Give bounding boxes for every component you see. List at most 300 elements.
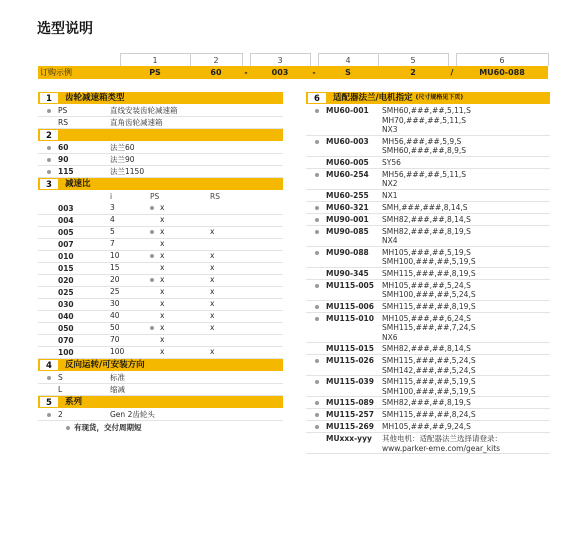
dot-cell: [306, 157, 326, 168]
motor-spec: NX6: [382, 332, 398, 342]
ratio-code: 030: [58, 300, 74, 309]
ratio-rs-mark: x: [210, 263, 215, 272]
stock-dot-icon: [315, 413, 319, 417]
dot-cell: [306, 247, 326, 258]
stock-dot-icon: [315, 359, 319, 363]
motor-spec: MH105,###,##,5,19,S: [382, 247, 471, 257]
table-row: [38, 215, 283, 227]
order-num-3: 3: [250, 54, 310, 67]
stock-dot-icon: [315, 218, 319, 222]
section-title: 反向运转/可安装方向: [65, 360, 145, 370]
order-code: 003: [250, 66, 310, 79]
order-label: 订购示例: [38, 66, 120, 79]
dot-cell: [306, 214, 326, 225]
dot-cell: [38, 203, 58, 214]
ratio-ps-cell: [150, 287, 210, 297]
motor-spec: SMH82,###,##,8,14,S: [382, 344, 471, 353]
dot-cell: [306, 421, 326, 432]
order-code: PS: [120, 66, 190, 79]
table-row: [306, 409, 550, 421]
stock-footnote-text: 有现货，交付周期短: [74, 423, 142, 432]
ratio-header-i: i: [110, 192, 113, 201]
motor-spec: 其他电机：适配器法兰选择请登录：: [382, 434, 502, 443]
motor-spec: SMH82,###,##,8,19,S: [382, 226, 471, 236]
ratio-ps-cell: [150, 275, 210, 285]
ratio-header-row: [38, 191, 283, 203]
table-row: [38, 263, 283, 275]
stock-dot-icon: [315, 230, 319, 234]
motor-spec: NX2: [382, 179, 398, 188]
table-row: [38, 323, 283, 335]
section-title: 系列: [65, 397, 83, 407]
list-item: [38, 142, 283, 154]
motor-spec: NX4: [382, 236, 398, 245]
adapter-code: MU115-039: [326, 377, 374, 386]
list-item: [38, 166, 283, 178]
stock-dot-icon: [47, 170, 51, 174]
ratio-rs-mark: x: [210, 251, 215, 260]
table-row: [38, 239, 283, 251]
ratio-code: 020: [58, 276, 74, 285]
adapter-code: MU90-345: [326, 268, 369, 278]
ratio-code: 070: [58, 336, 74, 345]
dot-cell: [38, 105, 58, 116]
dot-cell: [306, 226, 326, 237]
dot-cell: [306, 136, 326, 147]
adapter-code: MU115-015: [326, 344, 374, 353]
option-desc: 直线安装齿轮减速箱: [110, 106, 178, 115]
ratio-ps-mark: x: [160, 275, 165, 284]
motor-list: [382, 343, 550, 354]
order-code: S: [318, 66, 378, 79]
stock-dot-icon: [315, 284, 319, 288]
motor-list: [382, 214, 550, 225]
motor-list: [382, 397, 550, 408]
adapter-code: MU115-010: [326, 313, 374, 323]
ratio-code: 050: [58, 324, 74, 333]
table-row: [38, 299, 283, 311]
option-code: RS: [58, 118, 68, 127]
ratio-rs-mark: x: [210, 287, 215, 296]
ratio-code: 005: [58, 228, 74, 237]
section-1-rows: [38, 105, 283, 129]
section-4-rows: [38, 372, 283, 396]
motor-list: [382, 202, 550, 213]
right-column: [306, 92, 550, 454]
table-row: [38, 311, 283, 323]
motor-spec: SMH115,###,##,7,24,S: [382, 323, 476, 332]
dot-cell: [38, 166, 58, 177]
order-sep: -: [242, 66, 250, 79]
table-row: [306, 268, 550, 280]
order-code: 60: [190, 66, 242, 79]
motor-spec: NX1: [382, 190, 398, 200]
stock-footnote: [38, 423, 283, 433]
list-item: [38, 154, 283, 166]
dot-cell: [38, 372, 58, 383]
dot-cell: [306, 169, 326, 180]
table-row: [38, 335, 283, 347]
order-num-6: 6: [456, 54, 548, 67]
section-header-4: [38, 359, 283, 371]
order-example-table: [38, 53, 549, 79]
order-code: MU60-088: [456, 66, 548, 79]
dot-cell: [306, 313, 326, 324]
stock-dot-icon: [315, 109, 319, 113]
adapter-code: MU60-255: [326, 190, 369, 200]
dot-cell: [38, 287, 58, 298]
dot-cell: [38, 142, 58, 153]
ratio-value: 15: [110, 263, 120, 272]
table-row: [306, 301, 550, 313]
ratio-value: 7: [110, 239, 115, 248]
table-row: [306, 280, 550, 301]
ratio-code: 003: [58, 204, 74, 213]
motor-list: [382, 433, 550, 453]
motor-spec: SMH60,###,##,5,11,S: [382, 106, 471, 115]
ratio-ps-cell: [150, 263, 210, 273]
left-column: [38, 92, 283, 433]
table-row: [306, 421, 550, 433]
page-title: 选型说明: [37, 21, 93, 37]
section-title: 减速比: [65, 179, 91, 189]
order-num-2: 2: [190, 54, 242, 67]
ratio-header-rs: RS: [210, 192, 220, 201]
stock-dot-icon: [47, 146, 51, 150]
section-header-3: [38, 178, 283, 190]
section-5-rows: [38, 409, 283, 421]
table-row: [306, 190, 550, 202]
adapter-code: MU115-026: [326, 356, 374, 365]
ratio-ps-mark: x: [160, 203, 165, 212]
motor-list: [382, 313, 550, 343]
motor-spec: MH105,###,##,6,24,S: [382, 313, 471, 323]
section-header-2: [38, 129, 283, 141]
option-code: 2: [58, 410, 63, 419]
ratio-ps-cell: [150, 203, 210, 213]
dot-cell: [306, 409, 326, 420]
dot-cell: [38, 335, 58, 346]
motor-spec: SMH115,###,##,8,24,S: [382, 410, 476, 419]
ratio-rs-mark: x: [210, 323, 215, 332]
motor-spec: SMH115,###,##,5,19,S: [382, 377, 476, 386]
table-row: [306, 202, 550, 214]
section-number: 3: [39, 178, 59, 190]
adapter-code: MU115-089: [326, 398, 374, 407]
option-code: PS: [58, 106, 68, 115]
motor-list: [382, 409, 550, 420]
ratio-rs-mark: x: [210, 227, 215, 236]
ratio-rs-mark: x: [210, 347, 215, 356]
adapter-code: MU60-001: [326, 106, 369, 115]
dot-cell: [38, 251, 58, 262]
motor-list: [382, 268, 550, 279]
section-title: 适配器法兰/电机指定: [333, 93, 413, 103]
dot-cell: [38, 384, 58, 395]
motor-spec: NX3: [382, 125, 398, 134]
dot-cell: [306, 301, 326, 312]
adapter-code: MU60-005: [326, 157, 369, 167]
section-header-5: [38, 396, 283, 408]
ratio-code: 007: [58, 240, 74, 249]
motor-spec: SMH100,###,##,5,24,S: [382, 290, 476, 299]
section-number: 6: [307, 92, 327, 104]
option-code: S: [58, 373, 63, 382]
order-sep: /: [448, 66, 456, 79]
ratio-value: 4: [110, 215, 115, 224]
list-item: [38, 117, 283, 129]
ratio-value: 100: [110, 347, 125, 356]
dot-cell: [38, 239, 58, 250]
ratio-ps-cell: [150, 335, 210, 345]
ratio-ps-cell: [150, 227, 210, 237]
section-3-rows: [38, 203, 283, 359]
motor-spec: MH105,###,##,9,24,S: [382, 422, 471, 431]
table-row: [306, 376, 550, 397]
table-row: [38, 203, 283, 215]
motor-spec: SMH100,###,##,5,19,S: [382, 257, 476, 266]
ratio-code: 004: [58, 216, 74, 225]
table-row: [306, 169, 550, 190]
order-num-1: 1: [120, 54, 190, 67]
ratio-ps-cell: [150, 215, 210, 225]
option-code: L: [58, 385, 63, 394]
ratio-ps-mark: x: [160, 215, 165, 224]
table-row: [306, 105, 550, 136]
motor-list: [382, 280, 550, 300]
adapter-code: MU115-005: [326, 280, 374, 290]
stock-dot-icon: [315, 401, 319, 405]
adapter-code: MU90-001: [326, 214, 369, 224]
motor-list: [382, 421, 550, 432]
table-row: [38, 227, 283, 239]
stock-dot-icon: [315, 305, 319, 309]
table-row: [306, 433, 550, 454]
motor-spec: SMH100,###,##,5,19,S: [382, 386, 476, 396]
order-code: 2: [378, 66, 448, 79]
ratio-value: 3: [110, 203, 115, 212]
ratio-value: 10: [110, 251, 120, 260]
table-row: [306, 136, 550, 157]
adapter-code: MU115-269: [326, 422, 374, 431]
option-desc: 标准: [110, 373, 125, 382]
ratio-value: 30: [110, 299, 120, 308]
ratio-ps-mark: x: [160, 335, 165, 344]
ratio-ps-mark: x: [160, 347, 165, 356]
ratio-ps-cell: [150, 347, 210, 357]
table-row: [306, 214, 550, 226]
dot-cell: [38, 227, 58, 238]
stock-dot-icon: [47, 158, 51, 162]
motor-spec: MH56,###,##,5,11,S: [382, 169, 467, 179]
dot-cell: [306, 268, 326, 279]
adapter-code: MU90-088: [326, 247, 369, 257]
dot-cell: [306, 190, 326, 201]
stock-dot-icon: [150, 326, 154, 330]
ratio-code: 010: [58, 252, 74, 261]
motor-list: [382, 157, 550, 168]
motor-spec: SMH82,###,##,8,14,S: [382, 214, 471, 224]
list-item: [38, 105, 283, 117]
section-number: 5: [39, 396, 59, 408]
ratio-ps-cell: [150, 323, 210, 333]
stock-dot-icon: [47, 109, 51, 113]
dot-cell: [306, 355, 326, 366]
ratio-rs-mark: x: [210, 311, 215, 320]
list-item: [38, 384, 283, 396]
option-code: 115: [58, 167, 74, 176]
stock-dot-icon: [315, 206, 319, 210]
list-item: [38, 372, 283, 384]
motor-spec: MH70,###,##,5,11,S: [382, 115, 467, 125]
table-row: [306, 355, 550, 376]
motor-spec: SMH115,###,##,5,24,S: [382, 356, 476, 365]
dot-cell: [38, 275, 58, 286]
option-desc: 缩减: [110, 385, 125, 394]
stock-dot-icon: [150, 206, 154, 210]
ratio-ps-cell: [150, 299, 210, 309]
dot-cell: [38, 347, 58, 358]
order-sep: -: [310, 66, 318, 79]
ratio-value: 5: [110, 227, 115, 236]
motor-spec: SMH115,###,##,8,19,S: [382, 268, 476, 278]
order-num-5: 5: [378, 54, 448, 67]
motor-spec: SMH82,###,##,8,19,S: [382, 398, 471, 407]
ratio-value: 40: [110, 311, 120, 320]
stock-dot-icon: [150, 278, 154, 282]
adapter-code: MUxxx-yyy: [326, 434, 372, 443]
adapter-code: MU115-006: [326, 301, 374, 311]
option-code: 60: [58, 143, 69, 152]
section-title: 齿轮减速箱类型: [65, 93, 125, 103]
order-num-4: 4: [318, 54, 378, 67]
motor-spec: SMH115,###,##,8,19,S: [382, 301, 476, 311]
motor-spec: SMH,###,###,8,14,S: [382, 202, 468, 212]
ratio-ps-mark: x: [160, 239, 165, 248]
section-header-1: [38, 92, 283, 104]
option-desc: 法兰1150: [110, 167, 145, 176]
ratio-value: 25: [110, 287, 120, 296]
motor-list: [382, 247, 550, 267]
ratio-ps-mark: x: [160, 323, 165, 332]
option-desc: 直角齿轮减速箱: [110, 118, 163, 127]
dot-cell: [38, 323, 58, 334]
table-row: [38, 347, 283, 359]
table-row: [38, 287, 283, 299]
dot-cell: [306, 280, 326, 291]
stock-dot-icon: [315, 251, 319, 255]
table-row: [306, 343, 550, 355]
ratio-value: 50: [110, 323, 120, 332]
motor-list: [382, 301, 550, 312]
option-desc: 法兰60: [110, 143, 135, 152]
option-desc: 法兰90: [110, 155, 135, 164]
dot-cell: [38, 409, 58, 420]
ratio-ps-mark: x: [160, 227, 165, 236]
motor-list: [382, 355, 550, 375]
adapter-code: MU115-257: [326, 410, 374, 419]
motor-list: [382, 136, 550, 156]
ratio-header-ps: PS: [150, 192, 160, 201]
adapter-code: MU60-003: [326, 136, 369, 146]
motor-list: [382, 169, 550, 189]
ratio-ps-cell: [150, 311, 210, 321]
adapter-code: MU90-085: [326, 226, 369, 236]
motor-spec: SY56: [382, 157, 401, 167]
table-row: [306, 397, 550, 409]
motor-spec: MH56,###,##,5,9,S: [382, 136, 462, 146]
dot-cell: [38, 263, 58, 274]
section-header-6: [306, 92, 550, 104]
motor-spec: SMH142,###,##,5,24,S: [382, 365, 476, 375]
stock-dot-icon: [315, 425, 319, 429]
motor-spec: SMH60,###,##,8,9,S: [382, 146, 467, 155]
stock-dot-icon: [315, 380, 319, 384]
ratio-code: 015: [58, 264, 74, 273]
ratio-ps-cell: [150, 251, 210, 261]
stock-dot-icon: [150, 254, 154, 258]
dot-cell: [306, 202, 326, 213]
ratio-ps-mark: x: [160, 251, 165, 260]
option-code: 90: [58, 155, 69, 164]
motor-list: [382, 105, 550, 135]
ratio-value: 20: [110, 275, 120, 284]
ratio-rs-mark: x: [210, 299, 215, 308]
stock-dot-icon: [150, 230, 154, 234]
stock-dot-icon: [315, 140, 319, 144]
dot-cell: [38, 215, 58, 226]
ratio-ps-mark: x: [160, 263, 165, 272]
dot-cell: [306, 343, 326, 354]
dot-cell: [38, 117, 58, 128]
adapter-code: MU60-321: [326, 202, 369, 212]
ratio-ps-mark: x: [160, 311, 165, 320]
dot-cell: [306, 397, 326, 408]
ratio-code: 040: [58, 312, 74, 321]
motor-spec: www.parker-eme.com/gear_kits: [382, 443, 501, 453]
adapter-code: MU60-254: [326, 169, 369, 179]
stock-dot-icon: [315, 173, 319, 177]
stock-dot-icon: [47, 413, 51, 417]
dot-cell: [38, 299, 58, 310]
section-subtitle: (尺寸规格见下页): [415, 94, 464, 101]
table-row: [306, 157, 550, 169]
ratio-ps-mark: x: [160, 287, 165, 296]
ratio-rs-mark: x: [210, 275, 215, 284]
table-row: [306, 226, 550, 247]
ratio-ps-mark: x: [160, 299, 165, 308]
section-number: 1: [39, 92, 59, 104]
motor-spec: MH105,###,##,5,24,S: [382, 280, 471, 290]
section-number: 4: [39, 359, 59, 371]
table-row: [38, 251, 283, 263]
ratio-code: 100: [58, 348, 74, 357]
ratio-ps-cell: [150, 239, 210, 249]
section-2-rows: [38, 142, 283, 178]
option-desc: Gen 2齿轮头: [110, 410, 155, 419]
table-row: [306, 247, 550, 268]
motor-list: [382, 190, 550, 201]
motor-list: [382, 226, 550, 246]
stock-dot-icon: [66, 426, 70, 430]
stock-dot-icon: [315, 317, 319, 321]
stock-dot-icon: [47, 376, 51, 380]
dot-cell: [38, 311, 58, 322]
motor-list: [382, 376, 550, 396]
ratio-value: 70: [110, 335, 120, 344]
table-row: [38, 275, 283, 287]
section-6-rows: [306, 105, 550, 454]
